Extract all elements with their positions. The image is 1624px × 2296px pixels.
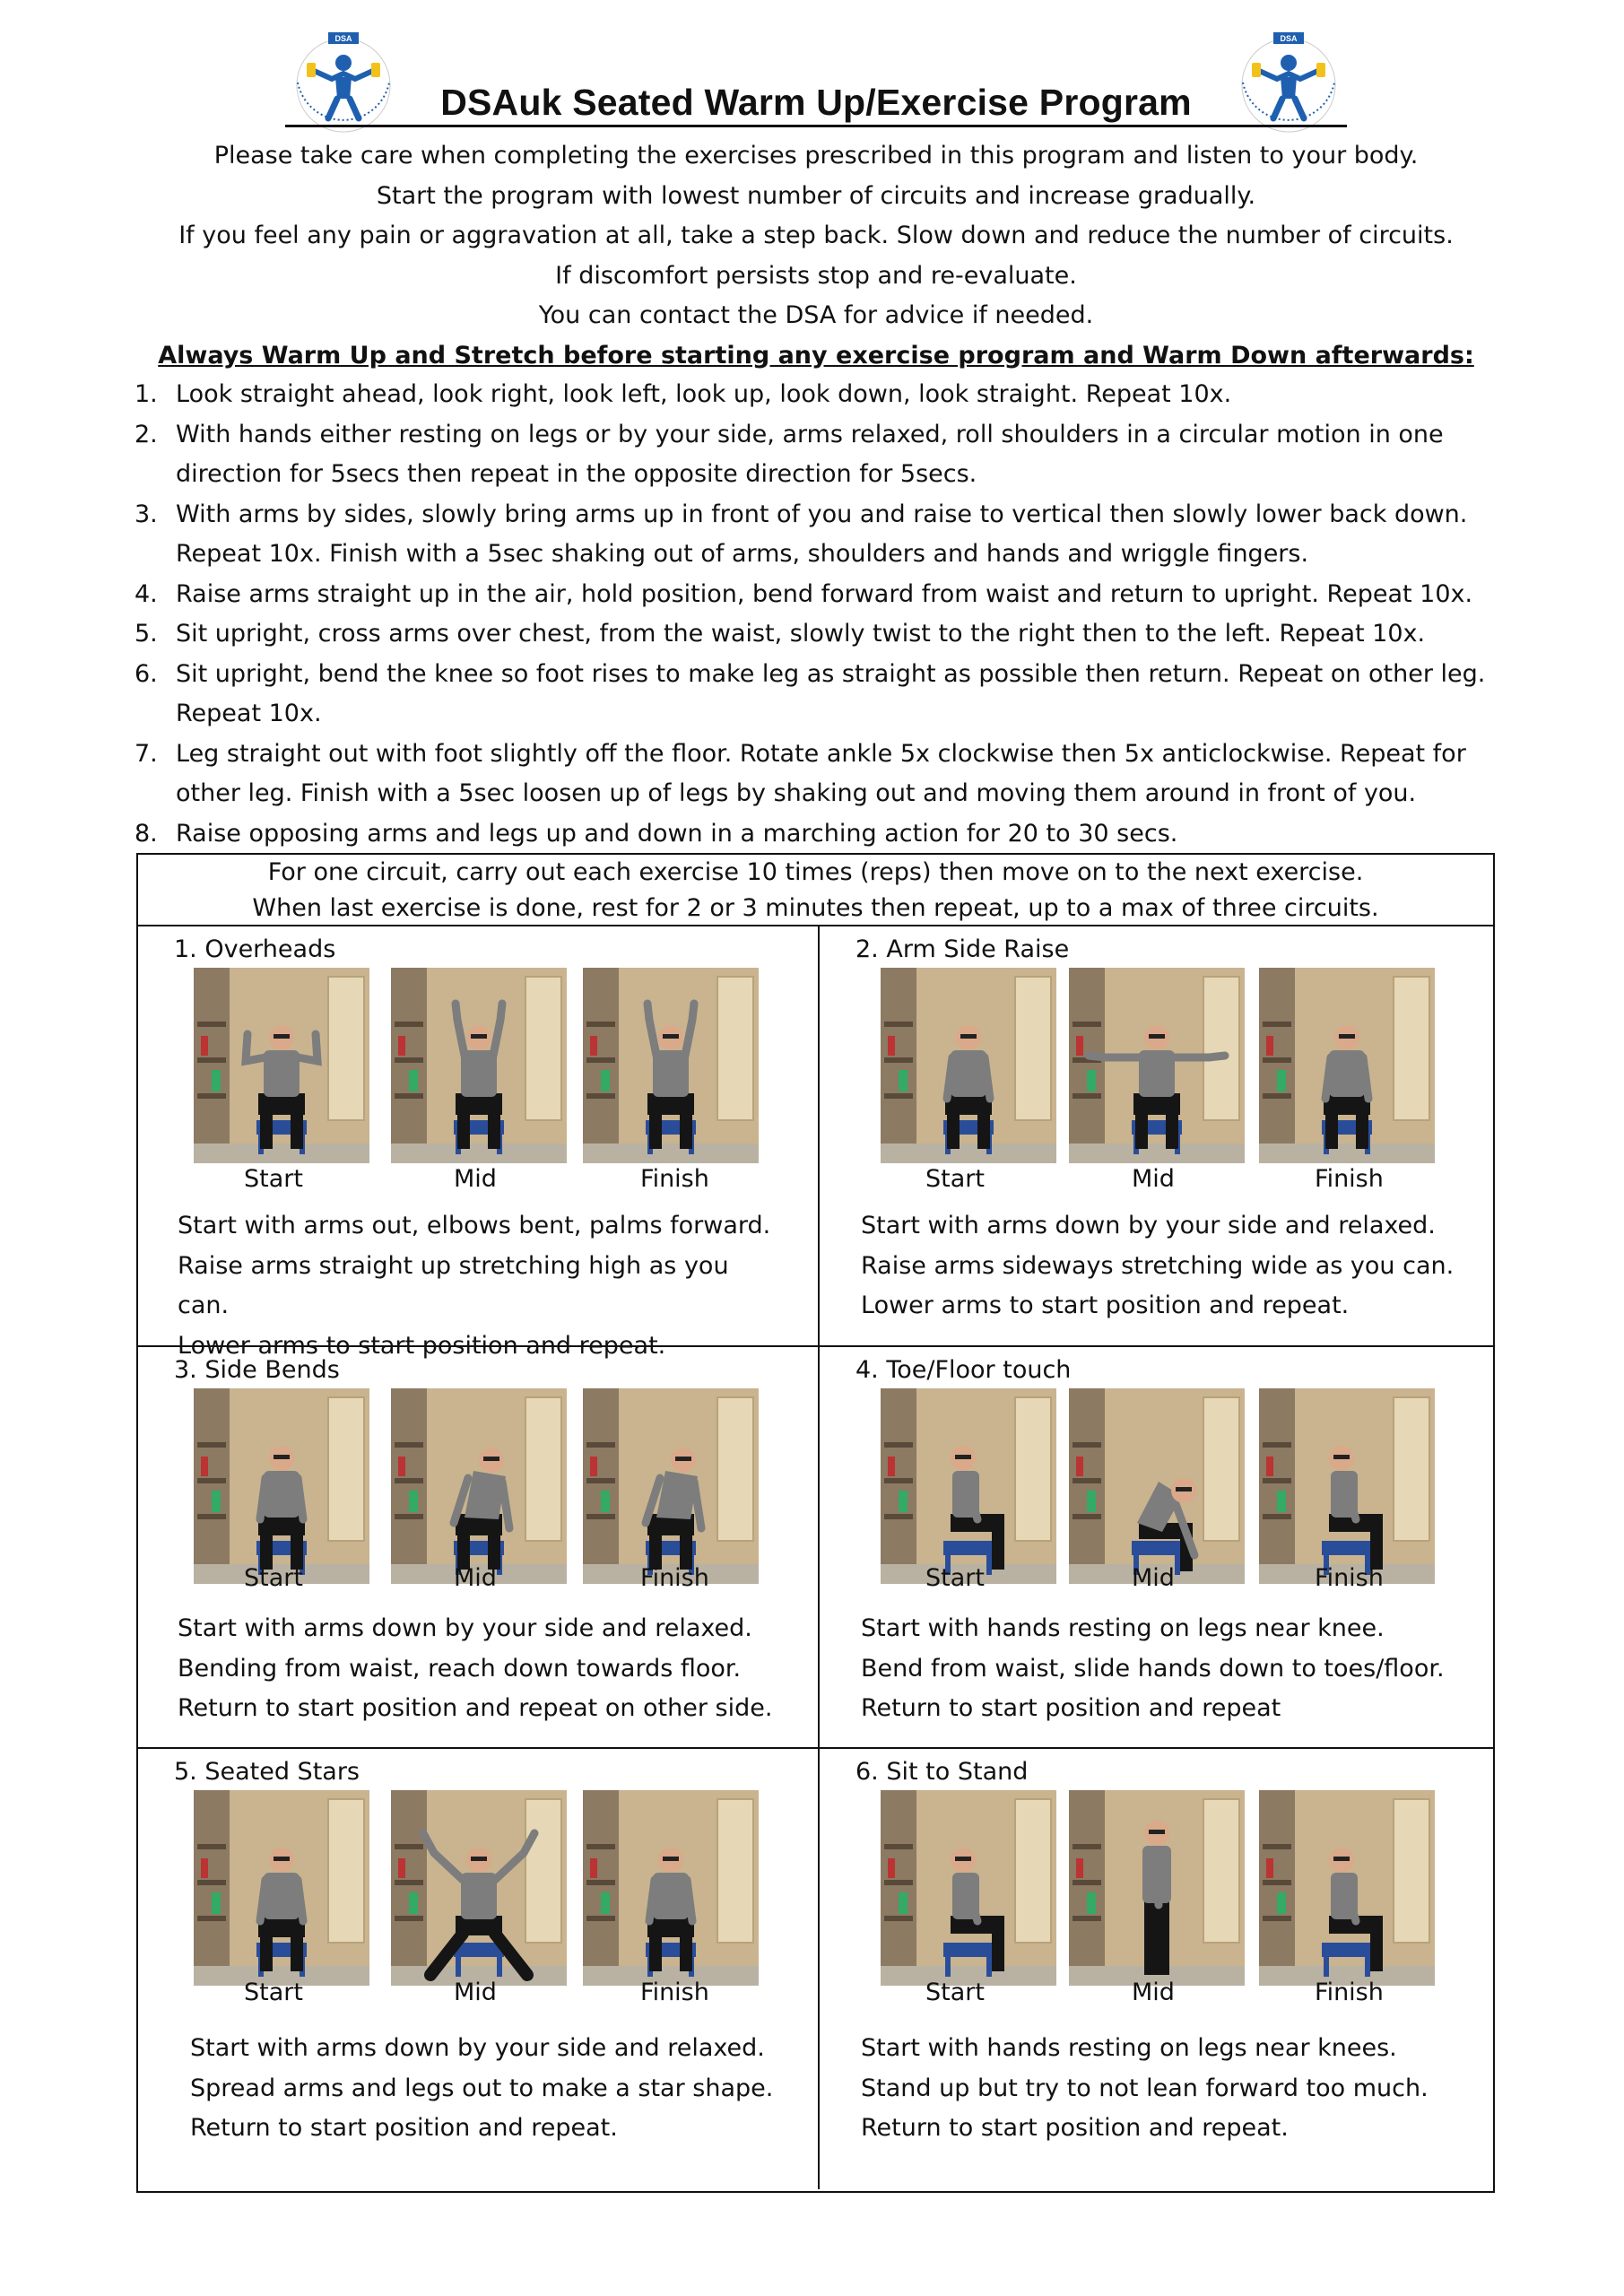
step-text: Raise opposing arms and legs up and down in a marching action for 20 to 30 secs. (176, 819, 1178, 848)
stage-label-finish: Finish (1315, 1564, 1384, 1592)
warm-up-step (135, 814, 1515, 855)
stage-label-mid: Mid (1132, 1979, 1175, 2006)
exercise-photo-mid (391, 1388, 567, 1584)
exercise-photo-start (881, 1388, 1056, 1584)
stage-label-start: Start (244, 1165, 303, 1193)
exercise-photos (138, 968, 818, 1165)
exercise-photo-finish (583, 968, 759, 1163)
exercise-cell (820, 1347, 1493, 1749)
step-text: Leg straight out with foot slightly off the floor. Rotate ankle 5x clockwise then 5x anticlockwise. Repeat for other leg. Finish with a 5sec loosen up of legs by shaking out and moving them around in front of you. (176, 739, 1466, 807)
stage-label-mid: Mid (1132, 1564, 1175, 1592)
exercise-cell (138, 1347, 820, 1749)
description-line: Stand up but try to not lean forward too much. (861, 2074, 1429, 2102)
exercise-title: 5. Seated Stars (174, 1758, 360, 1786)
stage-label-start: Start (925, 1564, 985, 1592)
warm-up-steps (135, 375, 1515, 854)
description-line: Raise arms straight up stretching high as you can. (178, 1251, 729, 1319)
stage-labels (820, 1975, 1493, 2011)
exercise-description (861, 1206, 1471, 1326)
description-line: Bend from waist, slide hands down to toes/floor. (861, 1654, 1445, 1683)
stage-labels (820, 1561, 1493, 1596)
exercise-photo-finish (583, 1790, 759, 1986)
description-line: Return to start position and repeat on other side. (178, 1694, 773, 1722)
step-text: With hands either resting on legs or by your side, arms relaxed, roll shoulders in a circular motion in one direction for 5secs then repeat in the opposite direction for 5secs. (176, 420, 1444, 488)
step-number: 5. (135, 620, 158, 648)
warm-up-step (135, 735, 1515, 814)
exercise-photo-mid (1069, 968, 1245, 1163)
exercise-photo-start (881, 968, 1056, 1163)
exercise-photo-mid (391, 1790, 567, 1986)
step-number: 2. (135, 420, 158, 448)
circuit-line: For one circuit, carry out each exercise 10 times (reps) then move on to the next exercise. (267, 858, 1364, 886)
exercise-photo-start (194, 1790, 369, 1986)
description-line: Start with arms down by your side and relaxed. (190, 2034, 765, 2062)
step-text: With arms by sides, slowly bring arms up in front of you and raise to vertical then slowly lower back down. Repeat 10x. Finish with a 5sec shaking out of arms, shoulders and hands and wriggle fingers. (176, 500, 1468, 568)
stage-label-finish: Finish (640, 1979, 709, 2006)
exercise-photo-start (194, 968, 369, 1163)
exercise-title: 3. Side Bends (174, 1356, 340, 1384)
step-text: Sit upright, bend the knee so foot rises to make leg as straight as possible then return. Repeat on other leg. Repeat 10x. (176, 659, 1486, 727)
warm-up-step (135, 655, 1515, 735)
exercise-photos (138, 1388, 818, 1586)
exercise-title: 4. Toe/Floor touch (855, 1356, 1072, 1384)
description-line: Start with arms out, elbows bent, palms forward. (178, 1212, 771, 1239)
warm-up-step (135, 495, 1515, 575)
svg-text:DSA: DSA (1280, 34, 1298, 43)
exercise-description (861, 1609, 1471, 1729)
stage-label-start: Start (244, 1564, 303, 1592)
description-line: Bending from waist, reach down towards floor. (178, 1654, 742, 1683)
description-line: Return to start position and repeat (861, 1694, 1281, 1722)
step-text: Sit upright, cross arms over chest, from the waist, slowly twist to the right then to the left. Repeat 10x. (176, 620, 1426, 648)
intro-line: If discomfort persists stop and re-evaluate. (555, 261, 1077, 290)
warm-up-step (135, 614, 1515, 655)
stage-label-mid: Mid (454, 1165, 497, 1193)
stage-label-finish: Finish (1315, 1979, 1384, 2006)
exercise-title: 2. Arm Side Raise (855, 935, 1070, 963)
description-line: Start with hands resting on legs near knee. (861, 1614, 1385, 1642)
stage-label-mid: Mid (454, 1564, 497, 1592)
warm-up-step (135, 375, 1515, 415)
circuit-line: When last exercise is done, rest for 2 or 3 minutes then repeat, up to a max of three circuits. (252, 894, 1379, 922)
exercise-title: 6. Sit to Stand (855, 1758, 1029, 1786)
circuit-instructions (138, 855, 1493, 926)
exercise-cell (820, 926, 1493, 1347)
description-line: Spread arms and legs out to make a star shape. (190, 2074, 774, 2102)
description-line: Start with arms down by your side and relaxed. (178, 1614, 752, 1642)
exercise-photos (138, 1790, 818, 1987)
stage-labels (138, 1975, 818, 2011)
warm-up-step (135, 415, 1515, 495)
step-number: 8. (135, 819, 158, 848)
description-line: Start with hands resting on legs near knees. (861, 2034, 1397, 2062)
step-number: 6. (135, 659, 158, 688)
exercise-photo-start (194, 1388, 369, 1584)
stage-label-mid: Mid (1132, 1165, 1175, 1193)
exercise-photo-mid (1069, 1388, 1245, 1584)
stage-label-start: Start (244, 1979, 303, 2006)
description-line: Return to start position and repeat. (861, 2114, 1289, 2142)
description-line: Return to start position and repeat. (190, 2114, 618, 2142)
exercise-photos (820, 968, 1493, 1165)
stage-labels (820, 1161, 1493, 1197)
exercise-photo-mid (391, 968, 567, 1163)
warm-up-step (135, 575, 1515, 615)
exercise-description (190, 2029, 800, 2149)
page-title: DSAuk Seated Warm Up/Exercise Program (440, 82, 1192, 123)
step-number: 7. (135, 739, 158, 768)
exercise-description (178, 1609, 787, 1729)
exercise-title: 1. Overheads (174, 935, 336, 963)
exercise-description (861, 2029, 1471, 2149)
page-title-wrap (285, 77, 1347, 127)
exercise-photo-finish (583, 1388, 759, 1584)
stage-label-mid: Mid (454, 1979, 497, 2006)
stage-label-start: Start (925, 1979, 985, 2006)
exercise-grid (136, 853, 1495, 2193)
exercise-photo-finish (1259, 968, 1435, 1163)
stage-labels (138, 1161, 818, 1197)
svg-text:DSA: DSA (334, 34, 352, 43)
warm-up-heading: Always Warm Up and Stretch before starting any exercise program and Warm Down afterwards: (158, 341, 1474, 370)
stage-label-finish: Finish (640, 1564, 709, 1592)
description-line: Lower arms to start position and repeat. (178, 1331, 666, 1360)
description-line: Lower arms to start position and repeat. (861, 1292, 1350, 1319)
exercise-photo-mid (1069, 1790, 1245, 1986)
stage-label-finish: Finish (640, 1165, 709, 1193)
exercise-cell (138, 926, 820, 1360)
stage-label-finish: Finish (1315, 1165, 1384, 1193)
description-line: Start with arms down by your side and relaxed. (861, 1212, 1436, 1239)
step-text: Raise arms straight up in the air, hold position, bend forward from waist and return to upright. Repeat 10x. (176, 579, 1473, 608)
intro-line: Please take care when completing the exercises prescribed in this program and listen to your body. (213, 142, 1419, 170)
exercise-photo-finish (1259, 1790, 1435, 1986)
exercise-photo-finish (1259, 1388, 1435, 1584)
step-text: Look straight ahead, look right, look left, look up, look down, look straight. Repeat 10x. (176, 380, 1232, 408)
exercise-photos (820, 1790, 1493, 1987)
stage-labels (138, 1561, 818, 1596)
exercise-cell (138, 1749, 820, 2189)
exercise-description (178, 1206, 787, 1366)
intro-line: Start the program with lowest number of circuits and increase gradually. (376, 181, 1256, 210)
exercise-photo-start (881, 1790, 1056, 1986)
intro-line: You can contact the DSA for advice if needed. (538, 301, 1094, 329)
intro-text (117, 136, 1515, 376)
exercise-photos (820, 1388, 1493, 1586)
description-line: Raise arms sideways stretching wide as you can. (861, 1251, 1455, 1280)
exercise-cell (820, 1749, 1493, 2189)
stage-label-start: Start (925, 1165, 985, 1193)
step-number: 4. (135, 579, 158, 608)
step-number: 3. (135, 500, 158, 528)
intro-line: If you feel any pain or aggravation at all, take a step back. Slow down and reduce the number of circuits. (178, 222, 1454, 249)
step-number: 1. (135, 380, 158, 408)
